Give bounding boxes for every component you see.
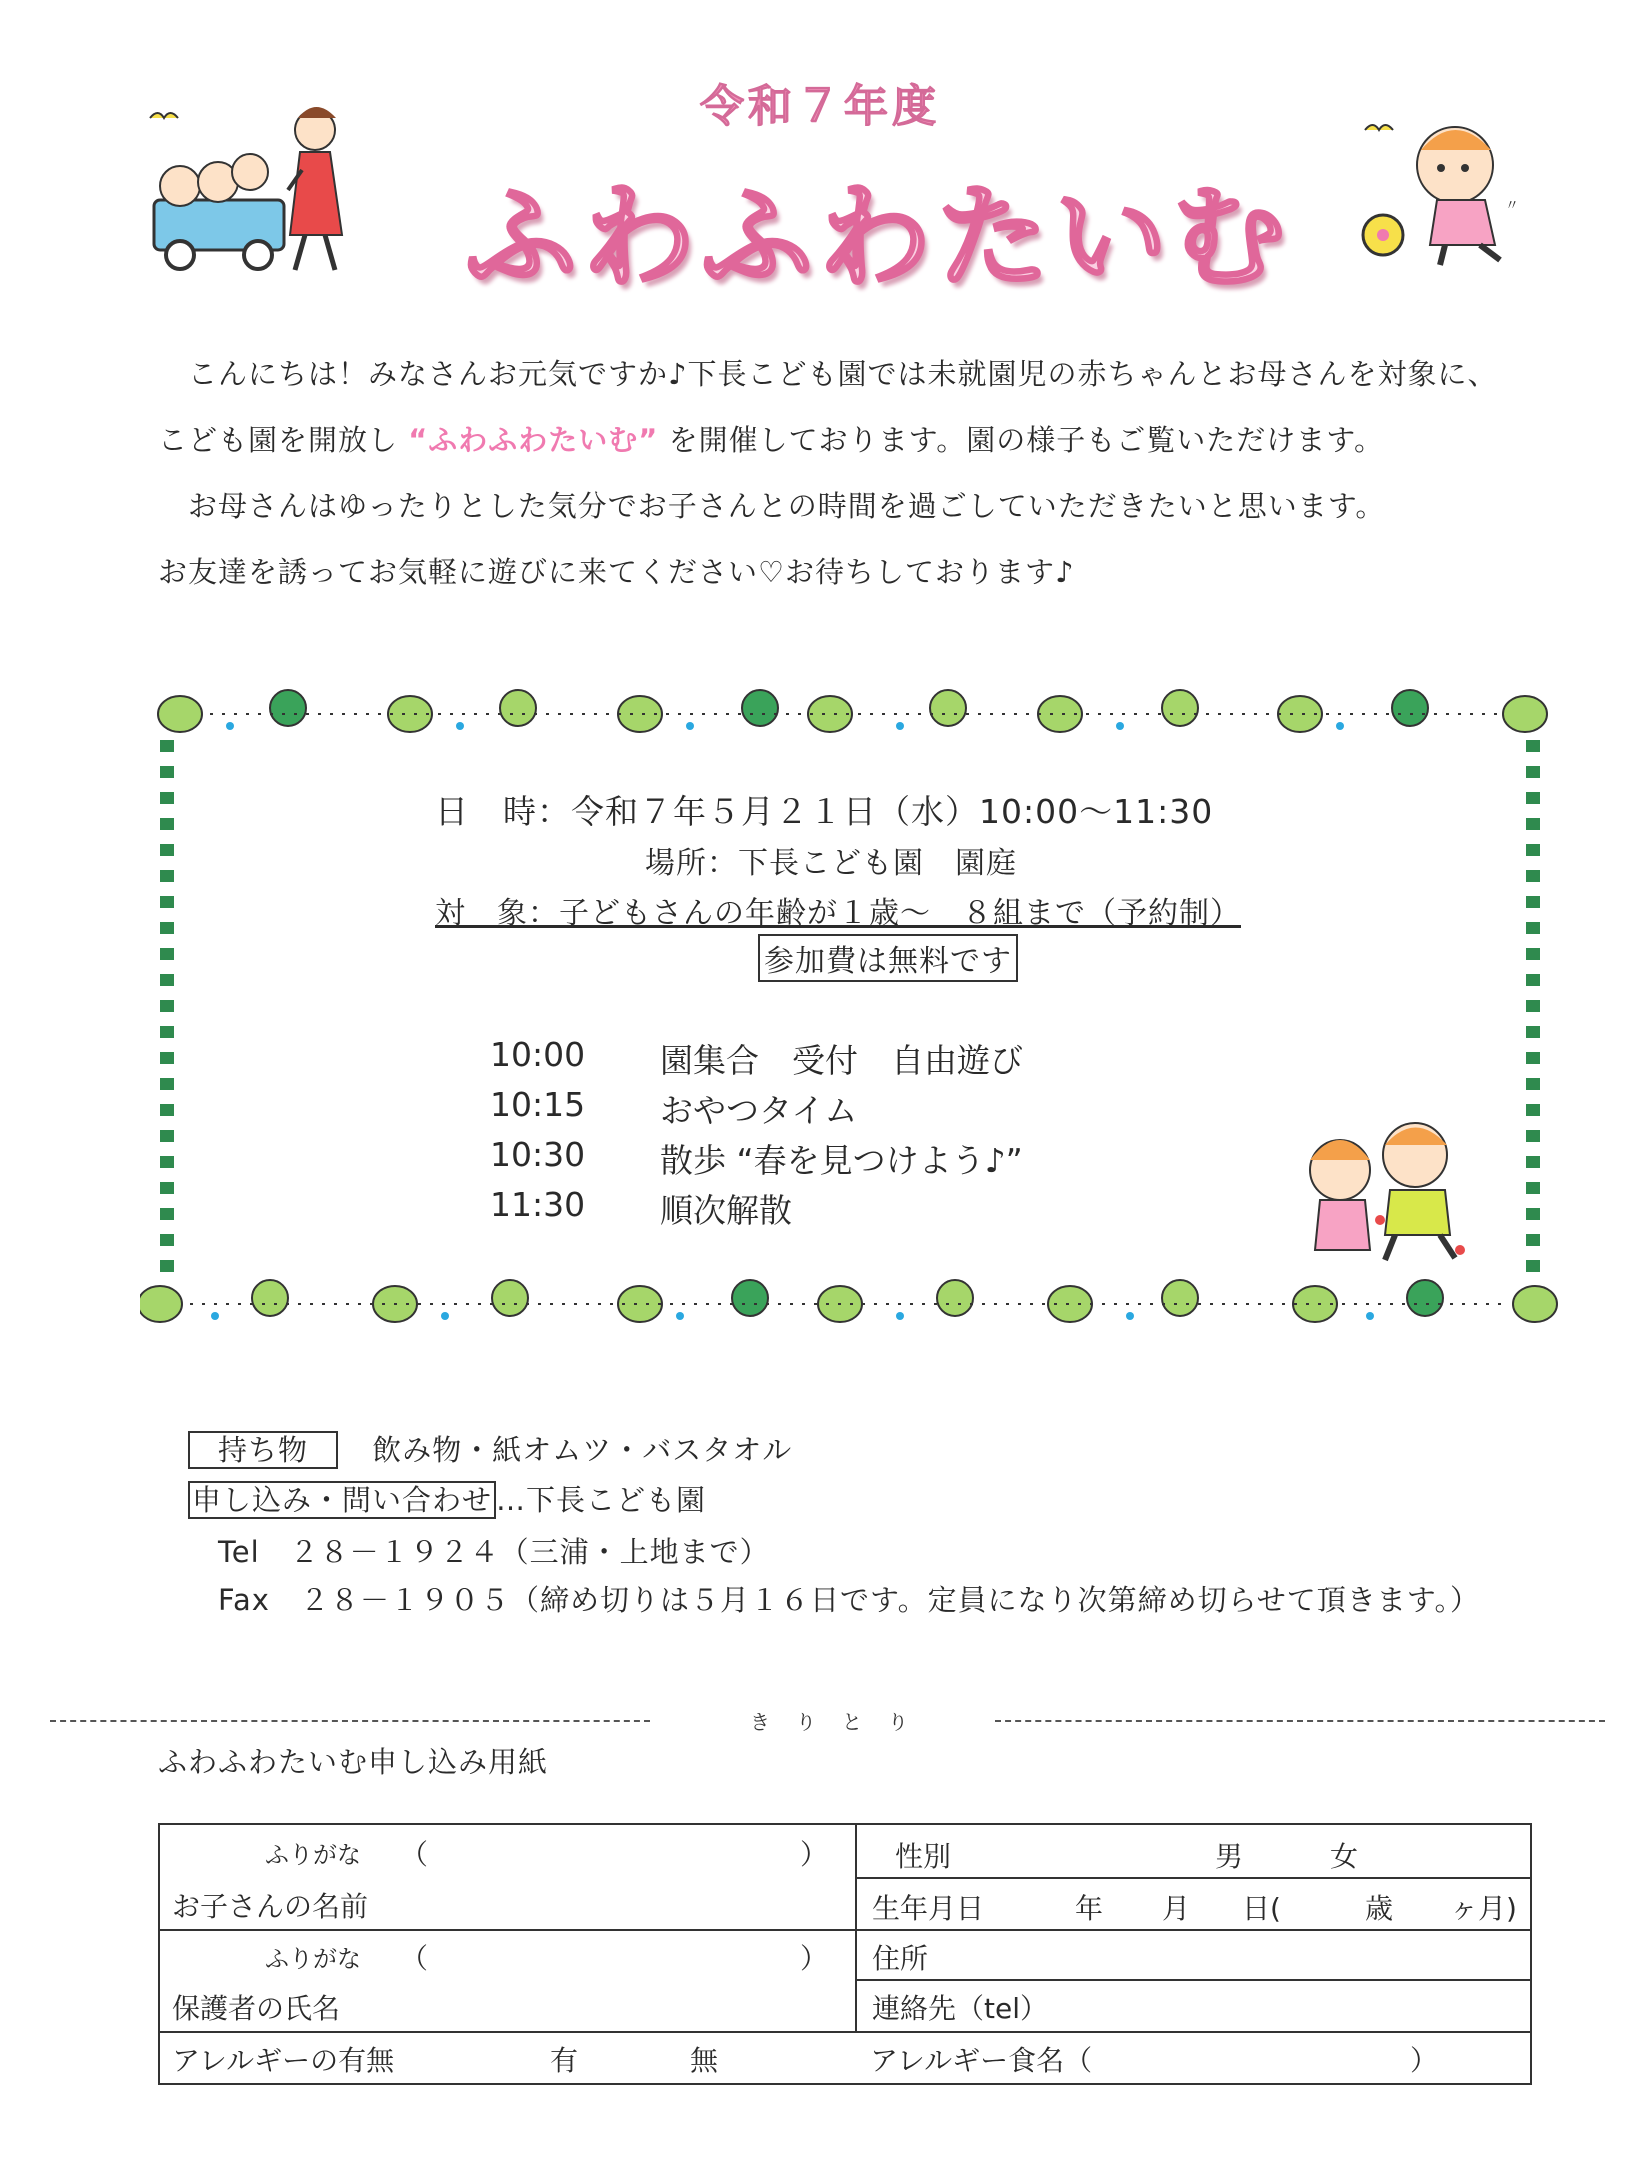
allergy-food-close: ）: [1410, 2044, 1439, 2077]
birthdate-label: 生年月日: [872, 1892, 985, 1925]
table-divider: [855, 1877, 1530, 1879]
guardian-furigana-label: ふりがな: [265, 1945, 361, 1973]
birthdate-day: 日(: [1242, 1892, 1281, 1925]
age-months: ヶ月): [1450, 1892, 1517, 1925]
birthdate-month: 月: [1162, 1892, 1191, 1925]
event-fee: 参加費は無料です: [758, 934, 1018, 982]
address-label: 住所: [872, 1942, 929, 1975]
schedule-time: 11:30: [490, 1185, 586, 1224]
gender-label: 性別: [895, 1840, 952, 1873]
intro-highlight: “ふわふわたいむ”: [408, 423, 659, 457]
child-furigana-label: ふりがな: [265, 1841, 361, 1869]
table-divider: [160, 2031, 1530, 2033]
event-place: 場所：下長こども園 園庭: [645, 846, 1017, 881]
main-title: ふわふわたいむ: [465, 173, 1291, 303]
child-furigana-open: （: [400, 1838, 429, 1871]
cut-line-left: [50, 1720, 650, 1722]
belongings-label: 持ち物: [188, 1431, 338, 1469]
event-datetime: 日 時：令和７年５月２１日（水）10:00～11:30: [435, 792, 1214, 831]
allergy-label: アレルギーの有無: [172, 2044, 395, 2077]
belongings-row: [188, 1428, 792, 1469]
intro-line-2-before: こども園を開放し: [158, 423, 399, 457]
contact-row: [188, 1478, 706, 1519]
form-title: ふわふわたいむ申し込み用紙: [158, 1745, 549, 1779]
schedule-activity: 散歩 “春を見つけよう♪”: [660, 1141, 1023, 1180]
cut-line-right: [995, 1720, 1605, 1722]
contact-label: 申し込み・問い合わせ: [188, 1481, 496, 1519]
belongings-value: 飲み物・紙オムツ・バスタオル: [372, 1433, 793, 1467]
schedule-activity: 順次解散: [660, 1191, 792, 1230]
child-furigana-close: ）: [800, 1838, 829, 1871]
fax-line: Fax ２８－１９０５（締め切りは５月１６日です。定員になり次第締め切らせて頂きます。）: [218, 1583, 1480, 1617]
schedule-time: 10:30: [490, 1135, 586, 1174]
gender-male-option[interactable]: 男: [1215, 1840, 1244, 1873]
intro-line-2: [158, 418, 1384, 459]
allergy-yes-option[interactable]: 有: [550, 2044, 579, 2077]
guardian-name-label: 保護者の氏名: [172, 1992, 341, 2025]
phone-label: 連絡先（tel）: [872, 1992, 1048, 2025]
birthdate-year: 年: [1075, 1892, 1104, 1925]
intro-line-1: こんにちは！みなさんお元気ですか♪下長こども園では未就園児の赤ちゃんとお母さんを対象に、: [188, 357, 1498, 391]
svg-text:〃: 〃: [1505, 198, 1519, 214]
age-years: 歳: [1365, 1892, 1394, 1925]
illustration-mother-stroller: [140, 100, 360, 275]
intro-line-4: お友達を誘ってお気軽に遊びに来てください♡お待ちしております♪: [158, 555, 1075, 589]
allergy-no-option[interactable]: 無: [690, 2044, 719, 2077]
year-label: 令和７年度: [700, 81, 940, 132]
allergy-food-label: アレルギー食名（: [870, 2044, 1093, 2077]
application-form-table: [158, 1823, 1532, 2085]
guardian-furigana-close: ）: [800, 1942, 829, 1975]
intro-line-3: お母さんはゆったりとした気分でお子さんとの時間を過ごしていただきたいと思います。: [188, 489, 1386, 523]
schedule-activity: おやつタイム: [660, 1091, 858, 1130]
schedule-time: 10:15: [490, 1085, 586, 1124]
tel-line: Tel ２８－１９２４（三浦・上地まで）: [218, 1535, 770, 1569]
contact-value: …下長こども園: [496, 1483, 707, 1517]
illustration-children: [1285, 1100, 1485, 1270]
event-target: 対 象：子どもさんの年齢が１歳～ ８組まで（予約制）: [435, 896, 1241, 931]
cut-label: きりとり: [750, 1710, 934, 1734]
table-divider: [160, 1929, 1530, 1931]
gender-female-option[interactable]: 女: [1330, 1840, 1359, 1873]
guardian-furigana-open: （: [400, 1942, 429, 1975]
schedule-time: 10:00: [490, 1035, 586, 1074]
schedule-activity: 園集合 受付 自由遊び: [660, 1041, 1023, 1080]
table-divider: [855, 1979, 1530, 1981]
child-name-label: お子さんの名前: [172, 1890, 369, 1923]
intro-line-2-after: を開催しております。園の様子もご覧いただけます。: [668, 423, 1384, 457]
illustration-baby-ball: [1355, 110, 1545, 270]
